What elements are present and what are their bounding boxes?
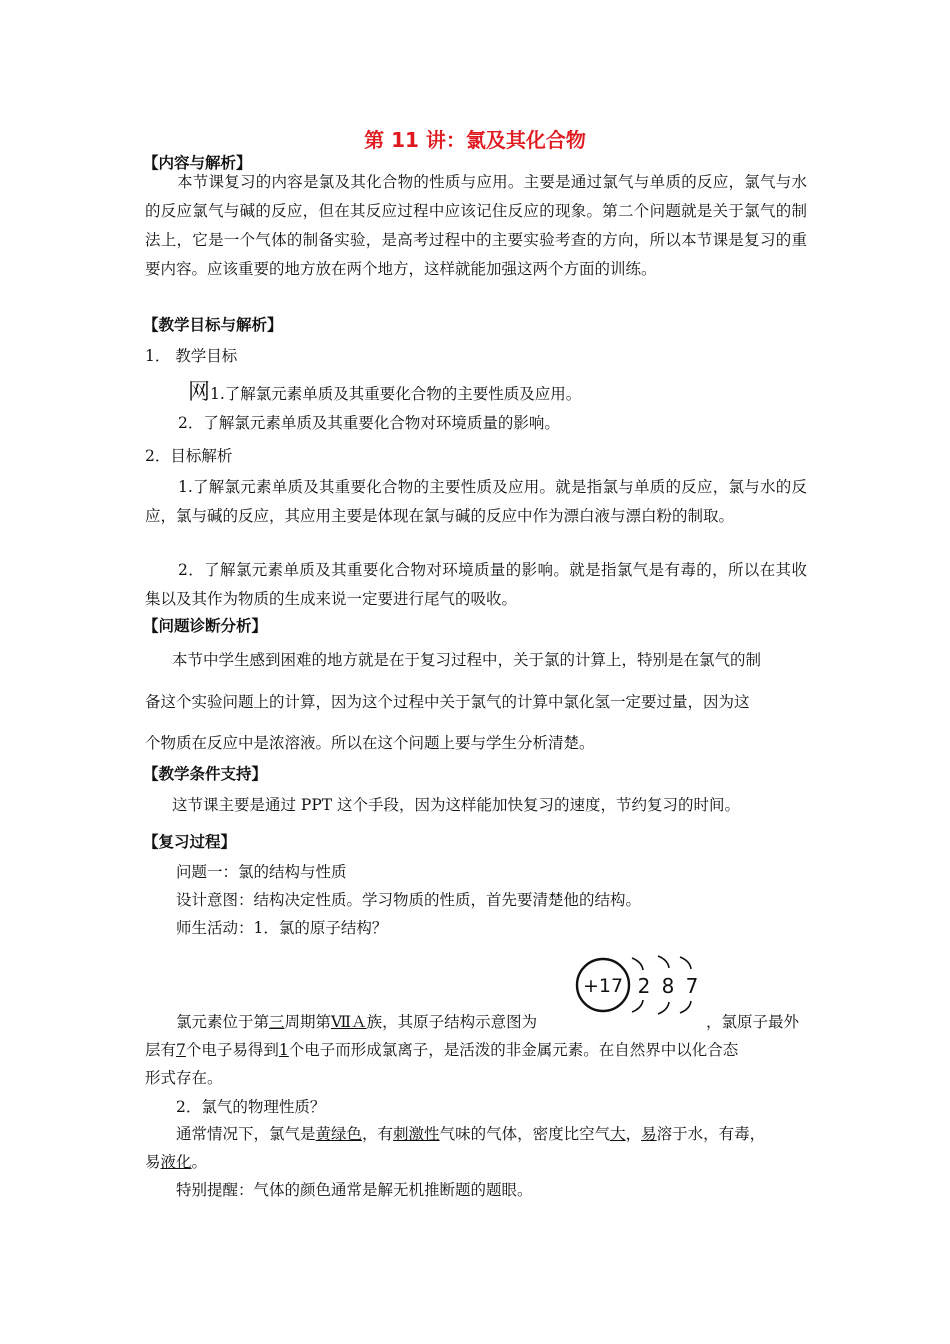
objective-item-1 — [188, 375, 581, 406]
blank-smell: 刺激性 — [393, 1125, 440, 1143]
chlorine-atom-diagram — [570, 950, 710, 1030]
shell-arc-3-bottom — [680, 1001, 691, 1013]
section-heading-objectives: 【教学目标与解析】 — [143, 316, 283, 334]
physical-properties-line-1 — [176, 1122, 765, 1144]
section-heading-review: 【复习过程】 — [143, 833, 237, 851]
shell-arc-1-bottom — [632, 1000, 643, 1012]
atom-line-2 — [145, 1038, 738, 1060]
blank-solubility: 易 — [641, 1125, 657, 1143]
section-heading-diagnosis: 【问题诊断分析】 — [143, 617, 268, 635]
text-span: ，有 — [362, 1125, 394, 1143]
content-analysis-paragraph: 本节课复习的内容是氯及其化合物的性质与应用。主要是通过氯气与单质的反应，氯气与水的反应氯气与碱的反应，但在其反应过程中应该记住反应的现象。第二个问题就是关于氯气的制法上，它是一个气体的制备实验，是高考过程中的主要实验考查的方向，所以本节课是复习的重要内容。应该重要的地方放在两个地方，这样就能加强这两个方面的训练。 — [145, 173, 807, 278]
special-tip: 特别提醒：气体的颜色通常是解无机推断题的题眼。 — [176, 1181, 533, 1199]
text-span: 溶于水，有毒， — [656, 1125, 766, 1143]
objective-1-text: 1.了解氯元素单质及其重要化合物的主要性质及应用。 — [210, 385, 582, 403]
section-heading-content: 【内容与解析】 — [143, 154, 252, 172]
diagnosis-line-2: 备这个实验问题上的计算，因为这个过程中关于氯气的计算中氯化氢一定要过量，因为这 — [145, 693, 750, 711]
objective-item-2: 2．了解氯元素单质及其重要化合物对环境质量的影响。 — [178, 414, 560, 432]
physical-properties-line-2 — [145, 1150, 207, 1172]
text-span: 氯元素位于第 — [176, 1013, 270, 1031]
text-span: 层有 — [145, 1041, 177, 1059]
text-span: 气味的气体，密度比空气 — [439, 1125, 611, 1143]
shell-arc-3-top — [680, 957, 691, 969]
blank-group: ⅦＡ — [331, 1013, 367, 1031]
objectives-subheading: 1． 教学目标 — [145, 347, 238, 365]
page-title: 第 11 讲：氯及其化合物 — [364, 128, 586, 152]
decorative-char-icon: 网 — [188, 380, 211, 405]
shell-2-electrons: 8 — [661, 974, 675, 998]
section-heading-conditions: 【教学条件支持】 — [143, 765, 268, 783]
text-span: ， — [625, 1125, 642, 1143]
blank-density: 大 — [610, 1125, 626, 1143]
question-1: 问题一：氯的结构与性质 — [176, 863, 347, 881]
shell-arc-1-top — [632, 958, 643, 970]
nucleus-charge: +17 — [582, 975, 624, 997]
analysis-paragraph-1: 1.了解氯元素单质及其重要化合物的主要性质及应用。就是指氯与单质的反应，氯与水的反应，氯与碱的反应，其应用主要是体现在氯与碱的反应中作为漂白液与漂白粉的制取。 — [145, 478, 807, 525]
blank-outer-electrons: 7 — [176, 1041, 186, 1059]
text-span: 族，其原子结构示意图为 — [366, 1013, 538, 1031]
atom-line-1-end: ，氯原子最外 — [706, 1013, 800, 1031]
atom-line-3: 形式存在。 — [145, 1069, 223, 1087]
conditions-paragraph: 这节课主要是通过 PPT 这个手段，因为这样能加快复习的速度，节约复习的时间。 — [172, 796, 741, 814]
diagnosis-line-3: 个物质在反应中是浓溶液。所以在这个问题上要与学生分析清楚。 — [145, 734, 595, 752]
shell-arc-2-top — [658, 956, 669, 968]
text-span: 个电子易得到 — [185, 1041, 279, 1059]
blank-color: 黄绿色 — [315, 1125, 363, 1143]
text-span: 个电子而形成氯离子，是活泼的非金属元素。在自然界中以化合态 — [288, 1041, 739, 1059]
activity-line: 师生活动：1．氯的原子结构？ — [176, 919, 388, 937]
diagnosis-line-1: 本节中学生感到困难的地方就是在于复习过程中，关于氯的计算上，特别是在氯气的制 — [172, 651, 762, 669]
shell-arc-2-bottom — [658, 1002, 669, 1014]
atom-line-1 — [176, 1010, 537, 1032]
blank-gained-electrons: 1 — [278, 1041, 289, 1059]
analysis-paragraph-2: 2．了解氯元素单质及其重要化合物对环境质量的影响。就是指氯气是有毒的，所以在其收集以及其作为物质的生成来说一定要进行尾气的吸收。 — [145, 561, 807, 608]
blank-liquefy: 液化 — [160, 1153, 192, 1171]
text-span: 通常情况下，氯气是 — [176, 1125, 316, 1143]
design-intent: 设计意图：结构决定性质。学习物质的性质，首先要清楚他的结构。 — [176, 891, 642, 909]
text-span: 。 — [191, 1153, 208, 1171]
shell-1-electrons: 2 — [637, 974, 651, 998]
blank-period: 三 — [269, 1013, 285, 1031]
question-2: 2．氯气的物理性质？ — [176, 1098, 326, 1116]
analysis-subheading: 2．目标解析 — [145, 447, 233, 465]
text-span: 易 — [145, 1153, 161, 1171]
text-span: 周期第 — [284, 1013, 332, 1031]
shell-3-electrons: 7 — [685, 974, 699, 998]
